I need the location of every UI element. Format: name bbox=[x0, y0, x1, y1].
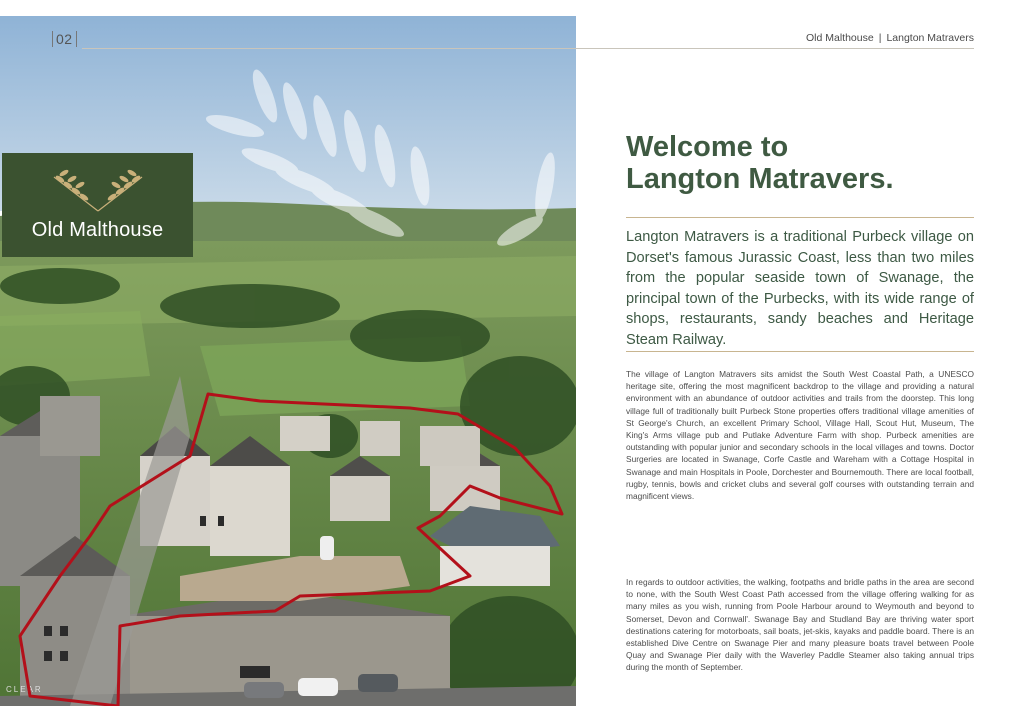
body-paragraph-2: In regards to outdoor activities, the walking, footpaths and bridle paths in the area are second to none, with the South West Coast Path accessed from the village offering walking for as many miles as you wish, running from Poole Harbour around to Weymouth and beyond to Somerset, Devon and Cornwall'. Swanage Bay and Studland Bay are thriving water sport destinations catering for motorboats, sail boats, jet-skis, kayaks and paddle board. There is an established Dive Centre on Swanage Pier and many pleasure boats travel between Poole Quay and Swanage Pier daily with the Waverley Paddle Steamer also taking annual trips during the month of September. bbox=[626, 577, 974, 673]
running-separator: | bbox=[878, 32, 882, 44]
page-number: 02 bbox=[52, 31, 77, 47]
aerial-village-photo bbox=[0, 16, 576, 706]
logo-text: Old Malthouse bbox=[31, 219, 164, 241]
body-paragraph-1: The village of Langton Matravers sits amidst the South West Coastal Path, a UNESCO heritage site, offering the most magnificent backdrop to the village and providing a natural environment with an abundance of outdoor activities and trails from the doorstep. This long village full of traditionally built Purbeck Stone properties offers traditional village amenities of St George's Church, an excellent Primary School, Village Hall, Scout Hut, Museum, The King's Arms village pub and Putlake Adventure Farm with shop. Purbeck amenities are outstanding with popular junior and secondary schools in the local villages and towns. Doctor Surgeries are located in Swanage, Corfe Castle and Wareham with a Cottage Hospital in Swanage and main Hospitals in Poole, Dorchester and Bournemouth. There are local football, rugby, tennis, bowls and cricket clubs and several golf courses with outstanding terrain and magnificent views. bbox=[626, 369, 974, 502]
title-divider bbox=[626, 217, 974, 218]
road-marking: CLEAR bbox=[6, 685, 43, 694]
title-line-2: Langton Matravers. bbox=[626, 163, 894, 195]
intro-paragraph: Langton Matravers is a traditional Purbeck village on Dorset's famous Jurassic Coast, less than two miles from the popular seaside town of Swanage, the principal town of the Purbecks, with its wide range of shops, restaurants, sandy beaches and Heritage Steam Railway. bbox=[626, 229, 974, 348]
logo-box bbox=[2, 153, 193, 257]
top-rule-left bbox=[82, 48, 576, 49]
left-page bbox=[0, 16, 576, 706]
right-page bbox=[576, 0, 1024, 721]
page-title bbox=[626, 131, 1006, 195]
intro-divider bbox=[626, 351, 974, 352]
running-title-right: Langton Matravers bbox=[886, 32, 974, 44]
wheat-sprigs-icon bbox=[42, 167, 154, 213]
title-line-1: Welcome to bbox=[626, 131, 789, 163]
running-title-left: Old Malthouse bbox=[806, 32, 874, 44]
